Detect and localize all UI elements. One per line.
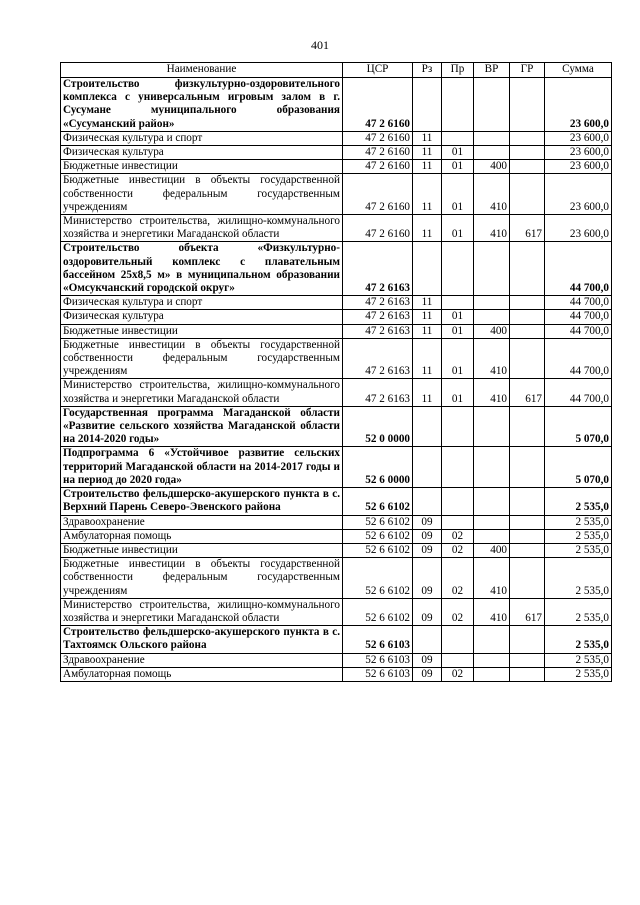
cell-csr: 47 2 6160 <box>343 131 413 145</box>
cell-vr <box>474 78 510 132</box>
table-row <box>61 174 612 215</box>
cell-rz: 09 <box>413 529 442 543</box>
cell-vr <box>474 529 510 543</box>
cell-gr <box>510 324 545 338</box>
cell-sum: 2 535,0 <box>545 667 612 681</box>
cell-gr <box>510 667 545 681</box>
cell-sum: 2 535,0 <box>545 488 612 515</box>
table-body <box>61 78 612 682</box>
table-row <box>61 131 612 145</box>
cell-vr: 400 <box>474 324 510 338</box>
cell-gr <box>510 558 545 599</box>
cell-rz: 11 <box>413 215 442 242</box>
cell-csr: 47 2 6163 <box>343 242 413 296</box>
cell-sum: 44 700,0 <box>545 379 612 406</box>
cell-name: Государственная программа Магаданской области «Развитие сельского хозяйства Магаданской области на 2014-2020 годы» <box>61 406 343 447</box>
cell-sum: 23 600,0 <box>545 131 612 145</box>
cell-csr: 47 2 6163 <box>343 324 413 338</box>
cell-sum: 23 600,0 <box>545 78 612 132</box>
cell-pr <box>442 78 474 132</box>
cell-vr <box>474 146 510 160</box>
cell-sum: 23 600,0 <box>545 174 612 215</box>
cell-name: Подпрограмма 6 «Устойчивое развитие сельских территорий Магаданской области на 2014-2017 годы и на период до 2020 года» <box>61 447 343 488</box>
cell-rz <box>413 78 442 132</box>
budget-table <box>60 62 612 682</box>
cell-csr: 47 2 6160 <box>343 174 413 215</box>
cell-sum: 23 600,0 <box>545 146 612 160</box>
cell-gr <box>510 296 545 310</box>
cell-name: Физическая культура и спорт <box>61 296 343 310</box>
table-row <box>61 324 612 338</box>
cell-gr <box>510 653 545 667</box>
cell-vr <box>474 488 510 515</box>
cell-vr: 410 <box>474 215 510 242</box>
cell-vr <box>474 515 510 529</box>
cell-csr: 52 6 6102 <box>343 598 413 625</box>
cell-sum: 5 070,0 <box>545 447 612 488</box>
cell-sum: 2 535,0 <box>545 515 612 529</box>
cell-rz: 11 <box>413 324 442 338</box>
cell-pr <box>442 242 474 296</box>
cell-rz <box>413 447 442 488</box>
cell-name: Бюджетные инвестиции в объекты государственной собственности федеральным государственным учреждениям <box>61 558 343 599</box>
cell-gr <box>510 310 545 324</box>
cell-name: Бюджетные инвестиции <box>61 160 343 174</box>
cell-rz: 09 <box>413 543 442 557</box>
header-name: Наименование <box>61 63 343 78</box>
cell-csr: 47 2 6163 <box>343 338 413 379</box>
cell-name: Бюджетные инвестиции в объекты государственной собственности федеральным государственным учреждениям <box>61 174 343 215</box>
cell-vr: 410 <box>474 598 510 625</box>
cell-vr <box>474 131 510 145</box>
cell-gr <box>510 515 545 529</box>
cell-csr: 52 6 6103 <box>343 653 413 667</box>
table-row <box>61 543 612 557</box>
cell-vr: 400 <box>474 160 510 174</box>
cell-sum: 44 700,0 <box>545 242 612 296</box>
header-pr: Пр <box>442 63 474 78</box>
cell-csr: 52 0 0000 <box>343 406 413 447</box>
cell-csr: 52 6 0000 <box>343 447 413 488</box>
cell-name: Бюджетные инвестиции <box>61 543 343 557</box>
cell-vr: 410 <box>474 338 510 379</box>
cell-vr: 410 <box>474 379 510 406</box>
cell-csr: 47 2 6160 <box>343 146 413 160</box>
cell-gr <box>510 174 545 215</box>
cell-gr <box>510 160 545 174</box>
cell-name: Амбулаторная помощь <box>61 667 343 681</box>
cell-gr <box>510 447 545 488</box>
cell-vr: 410 <box>474 174 510 215</box>
table-row <box>61 379 612 406</box>
cell-name: Физическая культура <box>61 146 343 160</box>
cell-gr <box>510 242 545 296</box>
cell-pr: 01 <box>442 174 474 215</box>
cell-pr: 01 <box>442 379 474 406</box>
cell-gr <box>510 78 545 132</box>
cell-csr: 52 6 6102 <box>343 488 413 515</box>
cell-rz: 11 <box>413 146 442 160</box>
cell-name: Здравоохранение <box>61 515 343 529</box>
header-rz: Рз <box>413 63 442 78</box>
cell-pr <box>442 296 474 310</box>
cell-csr: 47 2 6160 <box>343 215 413 242</box>
cell-pr: 01 <box>442 310 474 324</box>
header-csr: ЦСР <box>343 63 413 78</box>
cell-csr: 52 6 6102 <box>343 515 413 529</box>
cell-csr: 47 2 6163 <box>343 310 413 324</box>
cell-rz: 09 <box>413 515 442 529</box>
cell-sum: 2 535,0 <box>545 653 612 667</box>
table-row <box>61 310 612 324</box>
cell-name: Физическая культура <box>61 310 343 324</box>
cell-pr: 02 <box>442 598 474 625</box>
cell-name: Строительство фельдшерско-акушерского пункта в с. Тахтоямск Ольского района <box>61 626 343 653</box>
table-header-row <box>61 63 612 78</box>
cell-rz <box>413 626 442 653</box>
table-row <box>61 215 612 242</box>
cell-gr: 617 <box>510 598 545 625</box>
cell-vr <box>474 296 510 310</box>
cell-csr: 47 2 6160 <box>343 78 413 132</box>
cell-sum: 5 070,0 <box>545 406 612 447</box>
table-row <box>61 515 612 529</box>
cell-csr: 47 2 6160 <box>343 160 413 174</box>
cell-pr: 02 <box>442 543 474 557</box>
cell-rz: 11 <box>413 160 442 174</box>
header-vr: ВР <box>474 63 510 78</box>
cell-pr: 01 <box>442 324 474 338</box>
cell-pr: 02 <box>442 558 474 599</box>
cell-gr <box>510 131 545 145</box>
cell-gr <box>510 626 545 653</box>
cell-pr <box>442 406 474 447</box>
cell-sum: 2 535,0 <box>545 543 612 557</box>
cell-vr <box>474 406 510 447</box>
table-row <box>61 338 612 379</box>
table-row <box>61 529 612 543</box>
cell-csr: 52 6 6103 <box>343 626 413 653</box>
cell-rz: 09 <box>413 667 442 681</box>
cell-vr <box>474 667 510 681</box>
cell-gr <box>510 543 545 557</box>
cell-rz: 11 <box>413 379 442 406</box>
cell-pr <box>442 653 474 667</box>
cell-name: Строительство физкультурно-оздоровительного комплекса с универсальным игровым залом в г. Сусумане муниципального образования «Сусуманский район» <box>61 78 343 132</box>
table-row <box>61 78 612 132</box>
cell-pr <box>442 626 474 653</box>
cell-name: Бюджетные инвестиции <box>61 324 343 338</box>
cell-csr: 47 2 6163 <box>343 296 413 310</box>
table-row <box>61 488 612 515</box>
cell-pr: 01 <box>442 338 474 379</box>
table-row <box>61 242 612 296</box>
cell-sum: 2 535,0 <box>545 529 612 543</box>
cell-gr <box>510 338 545 379</box>
cell-csr: 52 6 6102 <box>343 543 413 557</box>
cell-rz: 09 <box>413 653 442 667</box>
header-sum: Сумма <box>545 63 612 78</box>
table-row <box>61 146 612 160</box>
cell-name: Министерство строительства, жилищно-коммунального хозяйства и энергетики Магаданской области <box>61 598 343 625</box>
cell-csr: 52 6 6102 <box>343 529 413 543</box>
cell-sum: 44 700,0 <box>545 296 612 310</box>
table-row <box>61 598 612 625</box>
header-gr: ГР <box>510 63 545 78</box>
cell-vr <box>474 447 510 488</box>
cell-gr <box>510 529 545 543</box>
cell-sum: 23 600,0 <box>545 215 612 242</box>
cell-rz <box>413 488 442 515</box>
cell-pr <box>442 447 474 488</box>
cell-sum: 2 535,0 <box>545 626 612 653</box>
cell-rz: 11 <box>413 131 442 145</box>
cell-gr: 617 <box>510 215 545 242</box>
cell-rz: 11 <box>413 296 442 310</box>
cell-pr <box>442 515 474 529</box>
cell-pr: 01 <box>442 160 474 174</box>
cell-pr <box>442 488 474 515</box>
table-row <box>61 447 612 488</box>
cell-pr: 02 <box>442 529 474 543</box>
cell-vr <box>474 653 510 667</box>
cell-vr <box>474 242 510 296</box>
cell-pr: 01 <box>442 215 474 242</box>
cell-sum: 44 700,0 <box>545 310 612 324</box>
cell-csr: 47 2 6163 <box>343 379 413 406</box>
cell-csr: 52 6 6102 <box>343 558 413 599</box>
table-row <box>61 160 612 174</box>
cell-sum: 2 535,0 <box>545 558 612 599</box>
cell-rz: 11 <box>413 310 442 324</box>
table-row <box>61 653 612 667</box>
cell-rz: 09 <box>413 558 442 599</box>
cell-rz <box>413 242 442 296</box>
cell-sum: 44 700,0 <box>545 338 612 379</box>
table-row <box>61 406 612 447</box>
cell-pr: 02 <box>442 667 474 681</box>
cell-gr <box>510 488 545 515</box>
cell-vr <box>474 310 510 324</box>
table-row <box>61 626 612 653</box>
cell-rz: 11 <box>413 174 442 215</box>
cell-sum: 44 700,0 <box>545 324 612 338</box>
cell-vr: 400 <box>474 543 510 557</box>
page-number: 401 <box>311 38 329 52</box>
cell-gr <box>510 146 545 160</box>
cell-name: Министерство строительства, жилищно-коммунального хозяйства и энергетики Магаданской области <box>61 379 343 406</box>
table-row <box>61 296 612 310</box>
cell-rz: 09 <box>413 598 442 625</box>
cell-name: Бюджетные инвестиции в объекты государственной собственности федеральным государственным учреждениям <box>61 338 343 379</box>
cell-gr <box>510 406 545 447</box>
cell-name: Здравоохранение <box>61 653 343 667</box>
cell-rz: 11 <box>413 338 442 379</box>
cell-sum: 23 600,0 <box>545 160 612 174</box>
cell-rz <box>413 406 442 447</box>
cell-gr: 617 <box>510 379 545 406</box>
cell-sum: 2 535,0 <box>545 598 612 625</box>
table-row <box>61 667 612 681</box>
cell-name: Строительство объекта «Физкультурно-оздоровительный комплекс с плавательным бассейном 25х8,5 м» в муниципальном образовании «Омсукчанский городской округ» <box>61 242 343 296</box>
cell-pr: 01 <box>442 146 474 160</box>
table-row <box>61 558 612 599</box>
cell-pr <box>442 131 474 145</box>
cell-vr: 410 <box>474 558 510 599</box>
cell-vr <box>474 626 510 653</box>
cell-name: Министерство строительства, жилищно-коммунального хозяйства и энергетики Магаданской области <box>61 215 343 242</box>
cell-name: Физическая культура и спорт <box>61 131 343 145</box>
cell-name: Строительство фельдшерско-акушерского пункта в с. Верхний Парень Северо-Эвенского района <box>61 488 343 515</box>
cell-csr: 52 6 6103 <box>343 667 413 681</box>
cell-name: Амбулаторная помощь <box>61 529 343 543</box>
